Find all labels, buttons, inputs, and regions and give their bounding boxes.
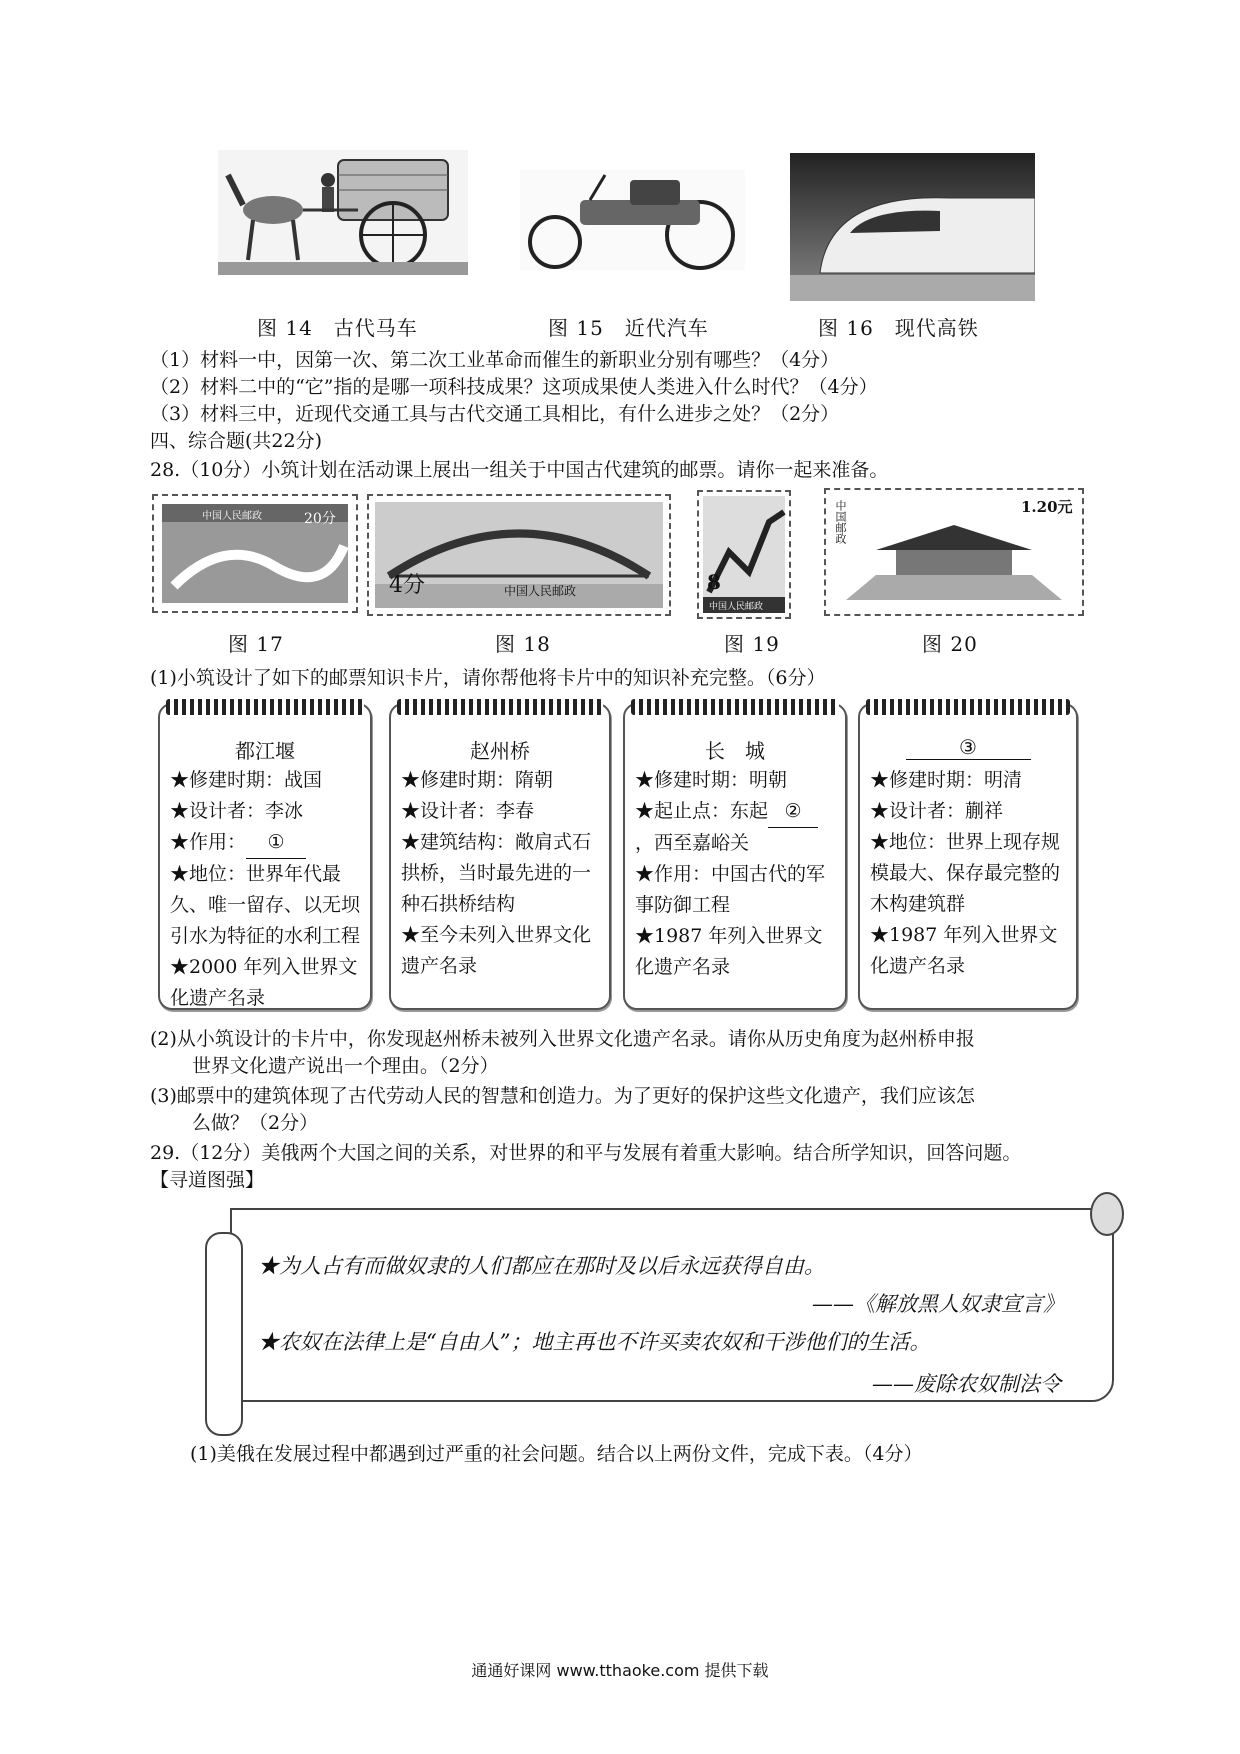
card-item: ★修建时期：战国 (170, 769, 323, 791)
stamp-great-wall (697, 490, 791, 619)
stamp-dujiangyan (152, 494, 358, 613)
q27-part-3: （3）材料三中，近现代交通工具与古代交通工具相比，有什么进步之处？（2分） (150, 403, 840, 425)
card-item: ★地位：世界年代最久、唯一留存、以无坝引水为特征的水利工程 (170, 863, 361, 947)
card-item: ★作用：中国古代的军事防御工程 (635, 863, 826, 916)
figure-19-caption: 图 19 (724, 632, 780, 656)
q28-part-1: (1)小筑设计了如下的邮票知识卡片，请你帮他将卡片中的知识补充完整。（6分） (150, 667, 826, 689)
stamp-20-value: 1.20元 (1021, 498, 1073, 516)
card-forbidden-city (858, 703, 1078, 1010)
stamp-19-value: 8 (707, 570, 721, 594)
figure-14-caption: 图 14 古代马车 (257, 316, 418, 340)
carriage-image (218, 150, 468, 275)
q28-stem: 28.（10分）小筑计划在活动课上展出一组关于中国古代建筑的邮票。请你一起来准备。 (150, 459, 889, 481)
card-dujiangyan (158, 703, 372, 1010)
card-title: 赵州桥 (470, 739, 530, 763)
figure-15-caption: 图 15 近代汽车 (548, 316, 709, 340)
card-title: 长 城 (705, 739, 765, 763)
stamp-18-value: 4分 (389, 573, 425, 598)
figure-20-caption: 图 20 (922, 632, 978, 656)
card-item: ★至今未列入世界文化遗产名录 (401, 924, 592, 977)
card-item: ★作用： ① (170, 827, 362, 859)
card-item: ★设计者：蒯祥 (870, 800, 1004, 822)
card-item: ★建筑结构：敞肩式石拱桥，当时最先进的一种石拱桥结构 (401, 831, 592, 915)
q27-part-1: （1）材料一中，因第一次、第二次工业革命而催生的新职业分别有哪些？（4分） (150, 349, 840, 371)
blank-1[interactable]: ① (246, 827, 306, 859)
card-item: ★设计者：李春 (401, 800, 535, 822)
card-title: 都江堰 (235, 739, 295, 763)
emancipation-quote: ★为人占有而做奴隶的人们都应在那时及以后永远获得自由。 (258, 1254, 825, 1278)
car-image (520, 170, 745, 270)
q27-part-2: （2）材料二中的“它”指的是哪一项科技成果？这项成果使人类进入什么时代？（4分） (150, 376, 878, 398)
card-binding (166, 699, 364, 715)
figure-17-caption: 图 17 (228, 632, 284, 656)
high-speed-train-image (790, 153, 1035, 301)
stamp-20-country: 中国邮政 (834, 500, 847, 544)
card-item: ★设计者：李冰 (170, 800, 304, 822)
footer-watermark: 通通好课网 www.tthaoke.com 提供下载 (471, 1661, 769, 1680)
carriage-drawing (218, 150, 468, 275)
train-drawing (790, 153, 1035, 301)
serfdom-source: ——废除农奴制法令 (872, 1372, 1061, 1396)
card-binding (866, 699, 1070, 715)
q29-stem: 29.（12分）美俄两个大国之间的关系，对世界的和平与发展有着重大影响。结合所学知识，回答问题。 (150, 1142, 1022, 1164)
q28-part-2-line-1: (2)从小筑设计的卡片中，你发现赵州桥未被列入世界文化遗产名录。请你从历史角度为赵州桥申报 (150, 1028, 975, 1050)
q29-subtitle: 【寻道图强】 (150, 1169, 265, 1191)
section-4-heading: 四、综合题(共22分) (150, 430, 323, 452)
card-binding (397, 699, 603, 715)
stamp-17-value: 20分 (304, 511, 336, 527)
card-item: ★修建时期：隋朝 (401, 769, 554, 791)
q28-part-3-line-2: 么做？（2分） (192, 1112, 319, 1134)
q28-part-3-line-1: (3)邮票中的建筑体现了古代劳动人民的智慧和创造力。为了更好的保护这些文化遗产，我们应该怎 (150, 1085, 975, 1107)
q29-part-1: (1)美俄在发展过程中都遇到过严重的社会问题。结合以上两份文件，完成下表。（4分） (190, 1443, 923, 1465)
card-item: ★1987 年列入世界文化遗产名录 (870, 924, 1058, 977)
q28-part-2-line-2: 世界文化遗产说出一个理由。（2分） (192, 1055, 499, 1077)
card-title (860, 735, 1076, 760)
card-item: ★修建时期：明清 (870, 769, 1023, 791)
scroll-roll-right (1090, 1192, 1124, 1236)
stamp-18-country: 中国人民邮政 (504, 584, 577, 598)
card-item: ★地位：世界上现存规模最大、保存最完整的木构建筑群 (870, 831, 1061, 915)
stamp-17-country: 中国人民邮政 (202, 511, 262, 522)
card-item: ★2000 年列入世界文化遗产名录 (170, 956, 358, 1009)
card-great-wall (623, 703, 847, 1010)
figure-18-caption: 图 18 (495, 632, 551, 656)
card-zhaozhou-bridge (389, 703, 611, 1010)
car-drawing (520, 170, 745, 270)
blank-3[interactable]: ③ (906, 735, 1031, 760)
stamp-19-country: 中国人民邮政 (709, 602, 764, 612)
stamp-zhaozhou-bridge (367, 494, 671, 616)
stamp-forbidden-city (824, 488, 1084, 616)
card-item: ★起止点：东起 ②，西至嘉峪关 (635, 796, 837, 859)
serfdom-quote: ★农奴在法律上是“自由人”；地主再也不许买卖农奴和干涉他们的生活。 (258, 1330, 931, 1354)
card-binding (631, 699, 839, 715)
card-item: ★1987 年列入世界文化遗产名录 (635, 925, 823, 978)
card-item: ★修建时期：明朝 (635, 769, 788, 791)
blank-2[interactable]: ② (768, 796, 818, 828)
figure-16-caption: 图 16 现代高铁 (818, 316, 979, 340)
emancipation-source: ——《解放黑人奴隶宣言》 (812, 1292, 1064, 1316)
scroll-roll-left (205, 1232, 243, 1436)
